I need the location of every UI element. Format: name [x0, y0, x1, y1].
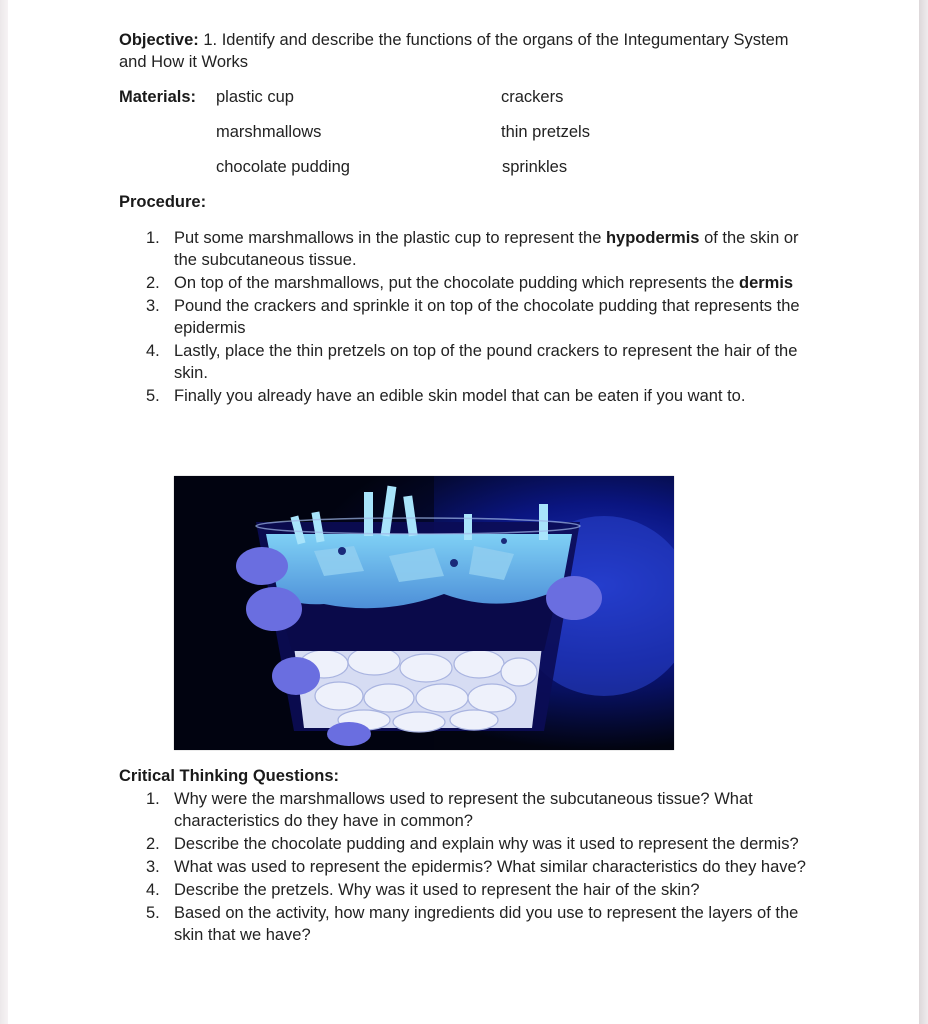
question-item: [119, 856, 809, 878]
step-text: Finally you already have an edible skin model that can be eaten if you want to.: [174, 387, 746, 405]
procedure-step: [119, 385, 809, 407]
step-text: Pound the crackers and sprinkle it on top of the chocolate pudding that represents the epidermis: [174, 297, 800, 337]
question-number: 5.: [146, 904, 160, 922]
material-item: sprinkles: [502, 158, 568, 176]
objective-text: 1. Identify and describe the functions of the organs of the Integumentary System and How it Works: [119, 31, 789, 71]
step-text: On top of the marshmallows, put the chocolate pudding which represents the: [174, 274, 739, 292]
procedure-step: [119, 340, 809, 384]
step-number: 1.: [146, 229, 160, 247]
question-item: [119, 879, 809, 901]
step-text: of the skin or the subcutaneous tissue.: [174, 229, 799, 269]
critical-thinking-label: Critical Thinking Questions:: [119, 767, 340, 785]
step-number: 4.: [146, 342, 160, 360]
material-item: plastic cup: [216, 88, 294, 106]
skin-model-illustration: [174, 476, 674, 750]
question-item: [119, 788, 809, 832]
question-text: Why were the marshmallows used to represent the subcutaneous tissue? What characteristics do they have in common?: [174, 790, 753, 830]
question-item: [119, 833, 809, 855]
step-text: Put some marshmallows in the plastic cup to represent the: [174, 229, 606, 247]
question-text: Describe the chocolate pudding and explain why was it used to represent the dermis?: [174, 835, 799, 853]
question-item: [119, 902, 809, 946]
procedure-step: [119, 272, 809, 294]
objective-section: [119, 29, 819, 73]
step-number: 3.: [146, 297, 160, 315]
question-number: 1.: [146, 790, 160, 808]
page-edge-right: [919, 0, 928, 1024]
procedure-label: Procedure:: [119, 193, 207, 211]
step-number: 5.: [146, 387, 160, 405]
question-text: Based on the activity, how many ingredients did you use to represent the layers of the skin that we have?: [174, 904, 799, 944]
material-item: marshmallows: [216, 123, 322, 141]
question-number: 3.: [146, 858, 160, 876]
step-number: 2.: [146, 274, 160, 292]
materials-label: Materials:: [119, 88, 197, 106]
question-text: What was used to represent the epidermis? What similar characteristics do they have?: [174, 858, 806, 876]
objective-label: Objective:: [119, 31, 199, 49]
step-bold-term: hypodermis: [605, 229, 700, 247]
edible-skin-model-photo: [174, 476, 674, 750]
material-item: thin pretzels: [501, 123, 590, 141]
question-text: Describe the pretzels. Why was it used to represent the hair of the skin?: [174, 881, 700, 899]
procedure-list: [119, 227, 809, 408]
procedure-step: [119, 295, 809, 339]
material-item: chocolate pudding: [216, 158, 350, 176]
page-edge-left: [0, 0, 8, 1024]
step-bold-term: dermis: [739, 274, 794, 292]
step-text: Lastly, place the thin pretzels on top of the pound crackers to represent the hair of the skin.: [174, 342, 798, 382]
critical-thinking-list: [119, 788, 809, 947]
question-number: 4.: [146, 881, 160, 899]
procedure-step: [119, 227, 809, 271]
question-number: 2.: [146, 835, 160, 853]
material-item: crackers: [501, 88, 564, 106]
